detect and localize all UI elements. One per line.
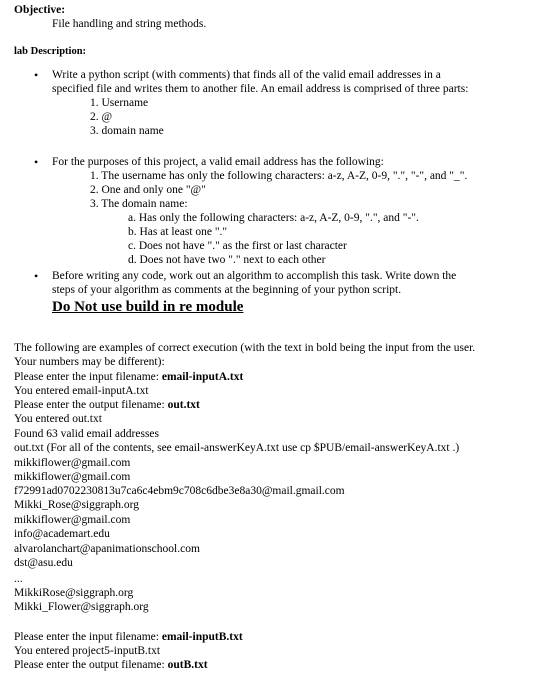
email-line: mikkiflower@gmail.com — [14, 471, 131, 483]
output-line: out.txt (For all of the contents, see email-answerKeyA.txt use cp $PUB/email-answerKeyA.txt .) — [14, 442, 460, 454]
prompt-line-output-a — [14, 398, 200, 412]
prompt-line-input-b — [14, 630, 243, 644]
email-line: dst@asu.edu — [14, 557, 73, 569]
bullet-marker: • — [34, 155, 39, 169]
list-item: 2. @ — [90, 111, 113, 123]
prompt-text: Please enter the input filename: — [14, 631, 162, 643]
bullet1-line2: specified file and writes them to another file. An email address is comprised of three parts: — [52, 83, 469, 95]
bullet1-line1: Write a python script (with comments) that finds all of the valid email addresses in a — [52, 69, 441, 81]
email-line: Mikki_Rose@siggraph.org — [14, 499, 140, 511]
no-re-module-emphasis: Do Not use build in re module — [52, 299, 244, 315]
objective-heading: Objective: — [14, 4, 66, 16]
list-item: 3. domain name — [90, 125, 164, 137]
bullet3-line1: Before writing any code, work out an algorithm to accomplish this task. Write down the — [52, 270, 457, 282]
sub-list-item: b. Has at least one "." — [128, 226, 228, 238]
prompt-text: Please enter the input filename: — [14, 371, 162, 383]
execution-intro-line1 — [0, 341, 543, 355]
prompt-text: Please enter the output filename: — [14, 659, 168, 671]
output-line: You entered project5-inputB.txt — [14, 645, 161, 657]
email-line: info@academart.edu — [14, 528, 110, 540]
ellipsis: ... — [14, 573, 23, 585]
prompt-text: Please enter the output filename: — [14, 399, 168, 411]
email-line: MikkiRose@siggraph.org — [14, 587, 134, 599]
list-item: 2. One and only one "@" — [90, 184, 206, 196]
user-input: outB.txt — [167, 659, 208, 671]
prompt-line-output-b — [14, 658, 208, 672]
objective-text: File handling and string methods. — [52, 18, 207, 30]
execution-intro-line2: Your numbers may be different): — [14, 356, 165, 368]
execution-intro-text: The following are examples of correct execution (with the text in bold being the input from the user. — [14, 342, 476, 354]
email-line: Mikki_Flower@siggraph.org — [14, 601, 149, 613]
email-line: f72991ad0702230813u7ca6c4ebm9c708c6dbe3e8a30@mail.gmail.com — [14, 485, 345, 497]
output-line: Found 63 valid email addresses — [14, 428, 160, 440]
output-line: You entered email-inputA.txt — [14, 385, 149, 397]
email-line: mikkiflower@gmail.com — [14, 457, 131, 469]
email-line: alvarolanchart@apanimationschool.com — [14, 543, 200, 555]
user-input: email-inputB.txt — [161, 631, 243, 643]
user-input: out.txt — [167, 399, 200, 411]
sub-list-item: d. Does not have two "." next to each other — [128, 254, 326, 266]
list-item: 3. The domain name: — [90, 198, 188, 210]
user-input: email-inputA.txt — [161, 371, 244, 383]
lab-description-heading: lab Description: — [14, 46, 87, 57]
list-item: 1. The username has only the following characters: a-z, A-Z, 0-9, ".", "-", and "_". — [90, 170, 468, 182]
prompt-line-input-a — [14, 370, 243, 384]
list-item: 1. Username — [90, 97, 149, 109]
sub-list-item: a. Has only the following characters: a-z, A-Z, 0-9, ".", and "-". — [128, 212, 419, 224]
email-line: mikkiflower@gmail.com — [14, 514, 131, 526]
bullet2-line1: For the purposes of this project, a valid email address has the following: — [52, 156, 384, 168]
sub-list-item: c. Does not have "." as the first or last character — [128, 240, 347, 252]
bullet3-line2: steps of your algorithm as comments at the beginning of your python script. — [52, 284, 402, 296]
bullet-marker: • — [34, 68, 39, 82]
bullet-marker: • — [34, 269, 39, 283]
output-line: You entered out.txt — [14, 413, 102, 425]
